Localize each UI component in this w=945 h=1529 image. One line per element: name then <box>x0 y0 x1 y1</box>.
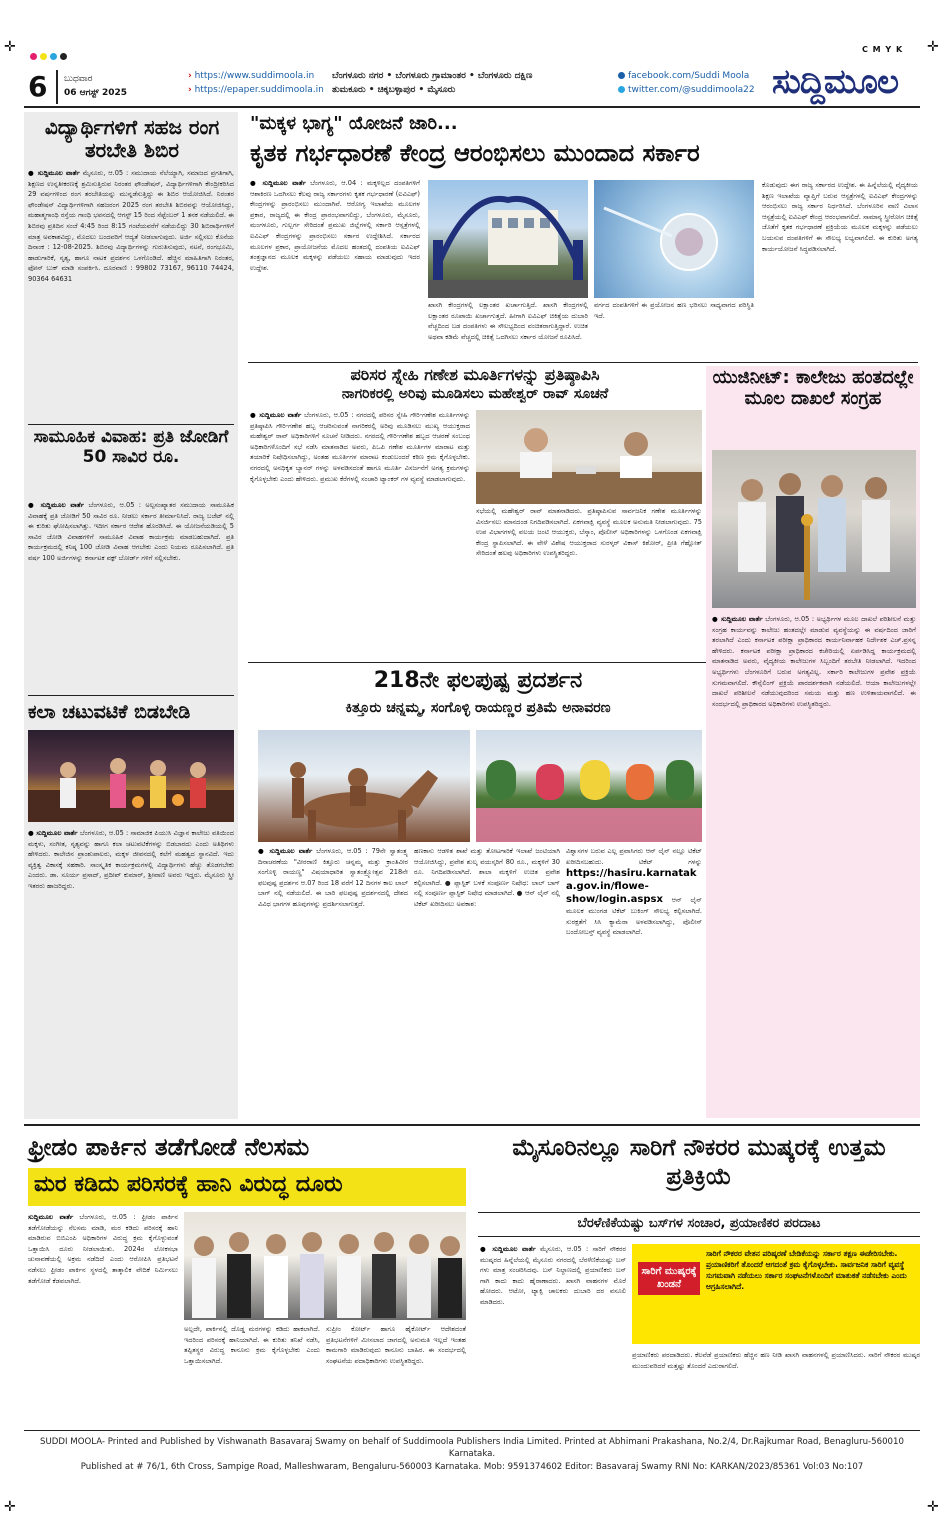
freedom-park-headline2: ಮರ ಕಡಿದು ಪರಿಸರಕ್ಕೆ ಹಾನಿ ವಿರುದ್ಧ ದೂರು <box>34 1172 343 1197</box>
story3-photo <box>28 730 234 822</box>
page-number-box <box>28 70 58 104</box>
flower-show-subhead: ಕಿತ್ತೂರು ಚನ್ನಮ್ಮ, ಸಂಗೊಳ್ಳಿ ರಾಯಣ್ಣರ ಪ್ರತಿಮೆ ಅನಾವರಣ <box>345 700 611 716</box>
story2-headline: ಸಾಮೂಹಿಕ ವಿವಾಹ: ಪ್ರತಿ ಜೋಡಿಗೆ 50 ಸಾವಿರ ರೂ. <box>33 427 229 467</box>
imprint-footer <box>24 1436 920 1473</box>
story1-text: ಸಮುದಾಯ ನೆಲೆಯ್ಯಾಗಿ, ಸಮಾಜದ ಪ್ರಗತಿಗಾಗಿ, ಶಿಕ್ಷಣದ ಉನ್ನತೀಕರಣಕ್ಕೆ ಶ್ರಮಿಸುತ್ತಿರುವ ನಿರಂತರ ಫೌಂಡೇಷನ್, ವಿದ್ಯಾರ್ಥಿಗಳಿಗಾಗಿ ಕೇಂದ್ರೀಕರಿಸಿದ 29 ವರ್ಷಗಳಿಂದ ರಂಗ ತರಬೇತಿಯನ್ನು ಮುನ್ನಡೆಸುತ್ತಿದ್ದು ಈ ಶಿಬಿರ ಆಯೋಜಿಸಿದೆ. ನಿರಂತರ ಫೌಂಡೇಷನ್ ವಿದ್ಯಾರ್ಥಿಗಳಿಗಾಗಿ ಸಹಜರಂಗ 2025 ರಂಗ ತರಬೇತಿ ಶಿಬಿರವನ್ನು ಆಯೋಜಿಸಿದ್ದು, ಮಹಾತ್ಮಗಾಂಧಿ ರಸ್ತೆಯ ಗಾಂಧಿ ಭವನದಲ್ಲಿ ಆಗಸ್ಟ್ 15 ರಿಂದ ಸೆಪ್ಟೆಂಬರ್ 1 ತನಕ ನಡೆಯಲಿದೆ. ಈ ಶಿಬಿರವು ಪ್ರತಿದಿನ ಸಂಜೆ 4:45 ರಿಂದ 8:15 ಗಂಟೆಯವರೆಗೆ ನಡೆಯಲಿದ್ದು 30 ಶಿಬಿರಾರ್ಥಿಗಳಿಗೆ ಮಾತ್ರ ಅವಕಾಶವಿದ್ದು, ಮೊದಲು ಬಂದವರಿಗೆ ಆದ್ಯತೆ ನೀಡಲಾಗುವುದು. ಅರ್ಜಿ ಸಲ್ಲಿಸಲು ಕೊನೆಯ ದಿನಾಂಕ : 12-08-2025. ಶಿಬಿರವು ವಿದ್ಯಾರ್ಥಿಗಳನ್ನು ಗುರುತಿಸುವುದು, ನಟನೆ, ರಂಗಭೂಮಿ, ಹಾಡುಗಾರಿಕೆ, ನೃತ್ಯ, ಹಾಗೂ ನಾಟಕ ಪ್ರದರ್ಶನ ಒಳಗೊಂಡಿದೆ. ಹೆಚ್ಚಿನ ಮಾಹಿತಿಗಾಗಿ ನಿರಂತರ, ಫೋನ್ ಬುಕ್ ಮಾಡಿ ಸಂಪರ್ಕಿಸಿ. ದೂರವಾಣಿ : 99802 73167, 96110 74424, 90364 64631 <box>28 169 234 283</box>
flower-show-headline: 218ನೇ ಫಲಪುಷ್ಪ ಪ್ರದರ್ಶನ <box>373 668 583 693</box>
strike-ad-text: ಸಾರಿಗೆ ನೌಕರರ ವೇತನ ಪರಿಷ್ಕರಣೆ ಬೇಡಿಕೆಯನ್ನು ಸರ್ಕಾರ ತಕ್ಷಣ ಈಡೇರಿಸಬೇಕು. ಪ್ರಯಾಣಿಕರಿಗೆ ತೊಂದರೆ ಆಗದಂತೆ ಕ್ರಮ ಕೈಗೊಳ್ಳಬೇಕು. ಸಾರ್ವಜನಿಕ ಸಾರಿಗೆ ವ್ಯವಸ್ಥೆ ಸುಗಮವಾಗಿ ನಡೆಯಲು ಸರ್ಕಾರ ಸಂಘಟನೆಗಳೊಂದಿಗೆ ಮಾತುಕತೆ ನಡೆಸಬೇಕು ಎಂದು ಆಗ್ರಹಿಸಲಾಗಿದೆ. <box>706 1249 907 1291</box>
imprint-line2: Published at # 76/1, 6th Cross, Sampige Road, Malleshwaram, Bengaluru-560003 Karnataka. Mob: 9591374602 Editor: Basavaraj Swamy RNI No: KARKAN/2023/85361 Vol:03 No:107 <box>80 1461 864 1472</box>
lead-byline: ● ಸುದ್ದಿಮೂಲ ವಾರ್ತೆ <box>250 179 306 187</box>
yuginet-text: ಅಭ್ಯರ್ಥಿಗಳ ಮೂಲ ದಾಖಲೆ ಪರಿಶೀಲನೆ ಮತ್ತು ಸಂಗ್ರಹ ಕಾರ್ಯವನ್ನು ಕಾಲೇಜು ಹಂತದಲ್ಲೇ ಮಾಡುವ ವ್ಯವಸ್ಥೆಯನ್ನು ಈ ವರ್ಷದಿಂದ ಜಾರಿಗೆ ತರಲಾಗಿದೆ ಎಂದು ಕರ್ನಾಟಕ ಪರೀಕ್ಷಾ ಪ್ರಾಧಿಕಾರದ ಕಾರ್ಯನಿರ್ವಾಹಕ ನಿರ್ದೇಶಕ ಎಚ್.ಪ್ರಸನ್ನ ಹೇಳಿದರು. ಕರ್ನಾಟಕ ಪರೀಕ್ಷಾ ಪ್ರಾಧಿಕಾರದ ಕಚೇರಿಯಲ್ಲಿ ಏರ್ಪಡಿಸಿದ್ದ ಕಾರ್ಯಕ್ರಮದಲ್ಲಿ ಮಾತನಾಡಿದ ಅವರು, ವೈದ್ಯಕೀಯ ಕಾಲೇಜುಗಳ ಸಿಬ್ಬಂದಿಗೆ ತರಬೇತಿ ನೀಡಲಾಗಿದೆ. ಇದರಿಂದ ಅಭ್ಯರ್ಥಿಗಳು ಬೆಂಗಳೂರಿಗೆ ಬರುವ ಅಗತ್ಯವಿಲ್ಲ. ಸರ್ಕಾರಿ ಕಾಲೇಜುಗಳ ಪ್ರವೇಶ ಪ್ರಕ್ರಿಯೆ ಸುಗಮವಾಗಲಿದೆ. ಕೌನ್ಸೆಲಿಂಗ್ ಪ್ರಕ್ರಿಯೆ ಪಾರದರ್ಶಕವಾಗಿ ನಡೆಯಲಿದೆ. ಆಯಾ ಕಾಲೇಜುಗಳಲ್ಲೇ ದಾಖಲೆ ಪರಿಶೀಲನೆ ನಡೆಯುವುದರಿಂದ ಸಮಯ ಮತ್ತು ಹಣ ಉಳಿತಾಯವಾಗಲಿದೆ. ಈ ಸಂದರ್ಭದಲ್ಲಿ ಪ್ರಾಧಿಕಾರದ ಅಧಿಕಾರಿಗಳು ಉಪಸ್ಥಿತರಿದ್ದರು. <box>712 615 916 708</box>
editions <box>332 70 532 97</box>
freedom-place: ಬೆಂಗಳೂರು, ಆ.05 : <box>79 1213 136 1221</box>
story1-byline: ● ಸುದ್ದಿಮೂಲ ವಾರ್ತೆ <box>28 169 80 177</box>
strike-ad-box <box>632 1244 920 1344</box>
ticket-url-link[interactable]: https://hasiru.karnataka.gov.in/flowe-show/login.aspsx <box>566 868 697 906</box>
ganesha-byline: ● ಸುದ್ದಿಮೂಲ ವಾರ್ತೆ <box>250 411 302 419</box>
divider <box>248 362 918 363</box>
freedom-body-mid: ಅಲ್ಲದೇ, ಪಾರ್ಕಿನಲ್ಲಿ ದೊಡ್ಡ ಮರಗಳನ್ನು ಕಡಿದು ಹಾಕಲಾಗಿದೆ. ಇದರಿಂದ ಪರಿಸರಕ್ಕೆ ಹಾನಿಯಾಗಿದೆ. ಈ ಕುರಿತು ತನಿಖೆ ನಡೆಸಿ, ತಪ್ಪಿತಸ್ಥರ ವಿರುದ್ಧ ಕಾನೂನು ಕ್ರಮ ಕೈಗೊಳ್ಳಬೇಕು ಎಂದು ಒತ್ತಾಯಿಸಲಾಗಿದೆ. <box>184 1325 320 1365</box>
imprint-line1: SUDDI MOOLA- Printed and Published by Vishwanath Basavaraj Swamy on behalf of Suddimoola Publishers India Limited. Printed at Abhimani Prakashana, No.2/4, Dr.Rajkumar Road, Benagluru-560010 Karnataka. <box>40 1437 904 1460</box>
color-dots-icon <box>30 45 70 64</box>
strike-byline: ● ಸುದ್ದಿಮೂಲ ವಾರ್ತೆ <box>480 1245 536 1253</box>
flower-garden-illustration <box>476 730 702 842</box>
registration-mark-icon: ✛ <box>4 1499 16 1515</box>
date-block <box>64 73 127 100</box>
ivf-needle-illustration <box>594 180 754 298</box>
lead-kicker: "ಮಕ್ಕಳ ಭಾಗ್ಯ" ಯೋಜನೆ ಜಾರಿ... <box>250 113 458 134</box>
freedom-body-right: ಸುಪ್ರೀಂ ಕೋರ್ಟ್ ಹಾಗೂ ಹೈಕೋರ್ಟ್ ಆದೇಶದಂತೆ ಪ್ರತಿಭಟನೆಗಳಿಗೆ ಮೀಸಲಾದ ಜಾಗದಲ್ಲಿ ಅನುಮತಿ ಇಲ್ಲದೆ ಇಂತಹ ಕಾಮಗಾರಿ ಮಾಡಿರುವುದು ಕಾನೂನು ಬಾಹಿರ. ಈ ಸಂದರ್ಭದಲ್ಲಿ ಸಂಘಟನೆಯ ಪದಾಧಿಕಾರಿಗಳು ಉಪಸ್ಥಿತರಿದ್ದರು. <box>326 1325 466 1365</box>
horse-statue-illustration <box>258 730 470 842</box>
masthead-rule <box>24 106 920 108</box>
registration-mark-icon: ✛ <box>927 1499 939 1515</box>
yuginet-byline: ● ಸುದ್ದಿಮೂಲ ವಾರ್ತೆ <box>712 615 763 623</box>
page-number: 6 <box>28 70 48 103</box>
story2-text: ಅಲ್ಪಸಂಖ್ಯಾತರ ಸಮುದಾಯ ಸಾಮೂಹಿಕ ವಿವಾಹಕ್ಕೆ ಪ್ರತಿ ಜೋಡಿಗೆ 50 ಸಾವಿರ ರೂ. ನೀಡಲು ಸರ್ಕಾರ ತೀರ್ಮಾನಿಸಿದೆ. ರಾಜ್ಯ ಬಜೆಟ್ ನಲ್ಲಿ ಈ ಕುರಿತು ಘೋಷಿಸಲಾಗಿತ್ತು. ಇದೀಗ ಸರ್ಕಾರ ಆದೇಶ ಹೊರಡಿಸಿದೆ. ಈ ಯೋಜನೆಯಡಿಯಲ್ಲಿ 5 ಸಾವಿರ ಜೋಡಿ ವಿವಾಹಗಳಿಗೆ ಸಾಮೂಹಿಕ ವಿವಾಹ ಕಾರ್ಯಕ್ರಮ ಮಾಡಬಹುದಾಗಿದೆ. ಪ್ರತಿ ಕಾರ್ಯಕ್ರಮದಲ್ಲಿ ಕನಿಷ್ಠ 100 ಜೋಡಿ ವಿವಾಹ ಆಗಬೇಕು ಎಂದು ನಿಯಮ ರೂಪಿಸಲಾಗಿದೆ. ಪ್ರತಿ ವರ್ಷ 100 ಅರ್ಜಿಗಳನ್ನು ಕರ್ನಾಟಕ ವಕ್ಫ್ ಬೋರ್ಡ್ ಗಳಿಗೆ ಸಲ್ಲಿಸಬೇಕು. <box>28 501 234 562</box>
freedom-park-photo <box>184 1212 466 1320</box>
lead-text-left: ಮಕ್ಕಳಿಲ್ಲದ ದಂಪತಿಗಳಿಗೆ ಆಶಾಕಿರಣ ಒದಗಿಸಲು ಕೆಲವು ರಾಜ್ಯ ಸರ್ಕಾರಗಳು ಕೃತಕ ಗರ್ಭಧಾರಣೆ (ಐವಿಎಫ್) ಕೇಂದ್ರಗಳನ್ನು ಪ್ರಾರಂಭಿಸಲು ಮುಂದಾಗಿವೆ. ಆರೋಗ್ಯ ಇಲಾಖೆಯ ಮೂಲಗಳ ಪ್ರಕಾರ, ರಾಜ್ಯದಲ್ಲಿ ಈ ಕೇಂದ್ರ ಪ್ರಾರಂಭವಾಗಲಿದ್ದು, ಬೆಂಗಳೂರು, ಮೈಸೂರು, ಮಂಗಳೂರು, ಗುಲ್ಬರ್ಗ ಸೇರಿದಂತೆ ಪ್ರಮುಖ ಜಿಲ್ಲೆಗಳಲ್ಲಿ ಸರ್ಕಾರಿ ಆಸ್ಪತ್ರೆಗಳಲ್ಲಿ ಐವಿಎಫ್ ಕೇಂದ್ರಗಳನ್ನು ಪ್ರಾರಂಭಿಸಲು ಸರ್ಕಾರ ಉದ್ದೇಶಿಸಿದೆ. ಸರ್ಕಾರದ ಮೂಲಗಳ ಪ್ರಕಾರ, ಪ್ರಾಯೋಜನೆಯ ಮೊದಲ ಹಂತದಲ್ಲಿ ದಂಪತಿಯ ಐವಿಎಫ್ ತಂತ್ರಜ್ಞಾನದ ಮೂಲಕ ಮಕ್ಕಳನ್ನು ಪಡೆಯಲು ಸಹಾಯ ಮಾಡುವುದು ಇದರ ಉದ್ದೇಶ. <box>250 179 420 272</box>
strike-body-right: ಪ್ರಯಾಣಿಕರು ಪರದಾಡಿದರು. ಕೆಲವೆಡೆ ಪ್ರಯಾಣಿಕರು ಹೆಚ್ಚಿನ ಹಣ ನೀಡಿ ಖಾಸಗಿ ವಾಹನಗಳಲ್ಲಿ ಪ್ರಯಾಣಿಸಿದರು. ಸಾರಿಗೆ ನೌಕರರ ಮುಷ್ಕರ ಮುಂದುವರಿದರೆ ಮತ್ತಷ್ಟು ತೊಂದರೆ ಎದುರಾಗಲಿದೆ. <box>632 1351 920 1370</box>
story3-place: ಬೆಂಗಳೂರು, ಆ.05 : <box>79 829 129 837</box>
garden-photo <box>476 730 702 842</box>
divider <box>28 424 234 425</box>
facebook-link[interactable]: facebook.com/Suddi Moola <box>628 71 750 81</box>
lamp-lighting-illustration <box>712 450 916 608</box>
meeting-illustration <box>476 410 702 504</box>
strike-headline: ಮೈಸೂರಿನಲ್ಲೂ ಸಾರಿಗೆ ನೌಕರರ ಮುಷ್ಕರಕ್ಕೆ ಉತ್ತಮ ಪ್ರತಿಕ್ರಿಯೆ <box>512 1135 886 1190</box>
day: ಬುಧವಾರ <box>64 74 93 84</box>
story3-byline: ● ಸುದ್ದಿಮೂಲ ವಾರ್ತೆ <box>28 829 78 837</box>
twitter-icon <box>618 86 625 93</box>
statue-photo <box>258 730 470 842</box>
twitter-link[interactable]: twitter.com/@suddimoola22 <box>628 84 755 95</box>
editions-line1: ಬೆಂಗಳೂರು ನಗರ • ಬೆಂಗಳೂರು ಗ್ರಾಮಾಂತರ • ಬೆಂಗಳೂರು ದಕ್ಷಿಣ <box>332 71 533 81</box>
lead-headline: ಕೃತಕ ಗರ್ಭಧಾರಣೆ ಕೇಂದ್ರ ಆರಂಭಿಸಲು ಮುಂದಾದ ಸರ್ಕಾರ <box>250 139 700 167</box>
brand-logo: ಸುದ್ದಿಮೂಲ <box>772 62 898 102</box>
cmyk-label: C M Y K <box>862 45 904 54</box>
hospital-photo <box>428 180 588 298</box>
footer-rule <box>24 1430 920 1431</box>
story2-body <box>28 500 234 690</box>
ganesha-text-left: ನಗರದಲ್ಲಿ ಪರಿಸರ ಸ್ನೇಹಿ ಗೌರಿ-ಗಣೇಶ ಮೂರ್ತಿಗಳನ್ನು ಪ್ರತಿಷ್ಠಾಪಿಸಿ ಗೌರಿ-ಗಣೇಶ ಹಬ್ಬ ಆಚರಿಸುವಂತೆ ನಾಗರಿಕರಲ್ಲಿ ಅರಿವು ಮೂಡಿಸಲು ಮುಖ್ಯ ಆಯುಕ್ತರಾದ ಮಹೇಶ್ವರ್ ರಾವ್ ಅಧಿಕಾರಿಗಳಿಗೆ ಸೂಚನೆ ನೀಡಿದರು. ನಗರದಲ್ಲಿ ಗೌರಿ-ಗಣೇಶ ಹಬ್ಬದ ಆಚರಣೆ ಸಂಬಂಧ ಅಧಿಕಾರಿಗಳೊಂದಿಗೆ ಸಭೆ ನಡೆಸಿ ಮಾತನಾಡಿದ ಅವರು, ಪಿಒಪಿ ಗಣೇಶ ಮೂರ್ತಿಗಳ ಮಾರಾಟ ಮತ್ತು ತಯಾರಿಕೆ ನಿಷೇಧಿಸಲಾಗಿದ್ದು, ಅಂತಹ ಮೂರ್ತಿಗಳ ಮಾರಾಟ ಕಂಡುಬಂದರೆ ಕಠಿಣ ಕ್ರಮ ಕೈಗೊಳ್ಳಬೇಕು. ನಗರದಲ್ಲಿ ಅನಧಿಕೃತ ಬ್ಯಾನರ್ ಗಳನ್ನು ಅಳವಡಿಸದಂತೆ ಹಾಗೂ ಮೂರ್ತಿ ವಿಸರ್ಜನೆಗೆ ಅಗತ್ಯ ಕ್ರಮಗಳನ್ನು ಕೈಗೊಳ್ಳಬೇಕು ಎಂದು ಹೇಳಿದರು. ಪ್ರಮುಖ ಕೆರೆಗಳಲ್ಲಿ ಸಂಚಾರಿ ಟ್ಯಾಂಕರ್ ಗಳ ವ್ಯವಸ್ಥೆ ಮಾಡಲಾಗುವುದು. <box>250 411 470 483</box>
story3-text: ಸಾಮಾಜಿಕ ಪಿಯುಸಿ ವಿಜ್ಞಾನ ಕಾಲೇಜು ವತಿಯಿಂದ ಮಕ್ಕಳು, ಸಂಗೀತ, ನೃತ್ಯವನ್ನು ಹಾಗೂ ಕಲಾ ಚಟುವಟಿಕೆಗಳನ್ನು ಬಿಡಬಾರದು ಎಂದು ಅತಿಥಿಗಳು ಹೇಳಿದರು. ಕಾಲೇಜಿನ ಪ್ರಾಂಶುಪಾಲರು, ಮಕ್ಕಳ ಜೀವನದಲ್ಲಿ ಕಲೆಗೆ ಮಹತ್ವದ ಸ್ಥಾನವಿದೆ. ಇದು ವ್ಯಕ್ತಿತ್ವ ವಿಕಾಸಕ್ಕೆ ಸಹಕಾರಿ. ಸಾಂಸ್ಕೃತಿಕ ಕಾರ್ಯಕ್ರಮಗಳಲ್ಲಿ ವಿದ್ಯಾರ್ಥಿಗಳು ಹೆಚ್ಚು ತೊಡಗಬೇಕು ಎಂದರು. ಡಾ. ಸೂರ್ಯ ಪ್ರಸಾದ್, ಪ್ರದೀಪ್ ಕುಮಾರ್, ಶ್ರೀವಾಣಿ ಅವರು ಇದ್ದರು. ಮೈಸೂರು ಸ್ತ್ರೀ ಇತರರು ಹಾಜರಿದ್ದರು. <box>28 829 234 890</box>
lead-caption1: ಖಾಸಗಿ ಕೇಂದ್ರಗಳಲ್ಲಿ ಲಕ್ಷಾಂತರ ಖರ್ಚಾಗುತ್ತಿದೆ. ಖಾಸಗಿ ಕೇಂದ್ರಗಳಲ್ಲಿ ಲಕ್ಷಾಂತರ ರೂಪಾಯಿ ಖರ್ಚಾಗುತ್ತದೆ. ಹೀಗಾಗಿ ಐವಿಎಫ್ ಚಿಕಿತ್ಸೆಯ ದುಬಾರಿ ವೆಚ್ಚದಿಂದ ಬಡ ದಂಪತಿಗಳು ಈ ಸೌಲಭ್ಯದಿಂದ ವಂಚಿತರಾಗುತ್ತಿದ್ದಾರೆ. ಉಚಿತ ಅಥವಾ ಕಡಿಮೆ ವೆಚ್ಚದಲ್ಲಿ ಚಿಕಿತ್ಸೆ ಒದಗಿಸಲು ಸರ್ಕಾರ ಯೋಜನೆ ರೂಪಿಸಿದೆ. <box>428 301 588 341</box>
yuginet-place: ಬೆಂಗಳೂರು, ಆ.05 : <box>765 615 815 623</box>
strike-place: ಮೈಸೂರು, ಆ.05 : <box>540 1245 589 1253</box>
story2-place: ಬೆಂಗಳೂರು, ಆ.05 : <box>88 501 141 509</box>
registration-mark-icon: ✛ <box>4 39 16 55</box>
registration-mark-icon: ✛ <box>927 39 939 55</box>
ivf-photo <box>594 180 754 298</box>
flower-body-c3: ವಿಶ್ವಾಸಗಳ ಬರುವ ಎಲ್ಲ ಪ್ರವಾಸಿಗರು ಆನ್ ಲೈನ್ ನಲ್ಲೂ ಟಿಕೆಟ್ ಖರೀದಿಸಬಹುದು. ಟಿಕೆಟ್ ಗಳನ್ನು https://hasiru.karnataka.gov.in/flowe-show/login.aspsx ಆನ್ ಲೈನ್ ಮೂಲಕ ಮುಂಗಡ ಟಿಕೆಟ್ ಬುಕಿಂಗ್ ಸೌಲಭ್ಯ ಕಲ್ಪಿಸಲಾಗಿದೆ. ಸುರಕ್ಷತೆಗೆ ಸಿಸಿ ಕ್ಯಾಮೆರಾ ಅಳವಡಿಸಲಾಗಿದ್ದು, ಪೊಲೀಸ್ ಬಂದೋಬಸ್ತ್ ವ್ಯವಸ್ಥೆ ಮಾಡಲಾಗಿದೆ. <box>566 847 702 937</box>
meeting-photo <box>476 410 702 504</box>
story1-body <box>28 168 234 420</box>
strike-body-left: ● ಸುದ್ದಿಮೂಲ ವಾರ್ತೆ ಮೈಸೂರು, ಆ.05 : ಸಾರಿಗೆ ನೌಕರರ ಮುಷ್ಕರದ ಹಿನ್ನೆಲೆಯಲ್ಲಿ ಮೈಸೂರು ನಗರದಲ್ಲಿ ಬೆರಳೆಣಿಕೆಯಷ್ಟು ಬಸ್ ಗಳು ಮಾತ್ರ ಸಂಚರಿಸಿದವು. ಬಸ್ ನಿಲ್ದಾಣದಲ್ಲಿ ಪ್ರಯಾಣಿಕರು ಬಸ್ ಗಾಗಿ ಕಾದು ಕಾದು ಹೈರಾಣಾದರು. ಖಾಸಗಿ ವಾಹನಗಳ ಮೊರೆ ಹೋದರು. ಆಟೋ, ಟ್ಯಾಕ್ಸಿ ಚಾಲಕರು ದುಬಾರಿ ದರ ವಸೂಲಿ ಮಾಡಿದರು. <box>480 1245 626 1306</box>
ganesha-body-left <box>250 410 470 658</box>
divider <box>28 695 234 696</box>
web-url-link[interactable]: https://www.suddimoola.in <box>194 71 315 81</box>
ganesha-place: ಬೆಂಗಳೂರು, ಆ.05 : <box>304 411 354 419</box>
yuginet-headline: ಯುಜಿನೀಟ್: ಕಾಲೇಜು ಹಂತದಲ್ಲೇ ಮೂಲ ದಾಖಲೆ ಸಂಗ್ರಹ <box>712 367 914 409</box>
divider <box>478 1236 920 1237</box>
ganesha-body-right: ಸಭೆಯಲ್ಲಿ ಮಹೇಶ್ವರ್ ರಾವ್ ಮಾತನಾಡಿದರು. ಪ್ರತಿಷ್ಠಾಪಿಸುವ ಸಾರ್ವಜನಿಕ ಗಣೇಶ ಮೂರ್ತಿಗಳನ್ನು ವಿಸರ್ಜಿಸಲು ಮಾನದಂಡ ನಿಗದಿಪಡಿಸಲಾಗಿದೆ. ಏಕಗವಾಕ್ಷಿ ವ್ಯವಸ್ಥೆ ಮೂಲಕ ಅನುಮತಿ ನೀಡಲಾಗುವುದು. 75 ಉಪ ವಿಭಾಗಗಳಲ್ಲಿ ವಲಯ ಜಂಟಿ ಆಯುಕ್ತರು, ಬೆಸ್ಕಾಂ, ಪೊಲೀಸ್ ಅಧಿಕಾರಿಗಳನ್ನು ಒಳಗೊಂಡ ಏಕಗವಾಕ್ಷಿ ಕೇಂದ್ರ ಸ್ಥಾಪಿಸಲಾಗಿದೆ. ಈ ವೇಳೆ ವಿಶೇಷ ಆಯುಕ್ತರಾದ ಸುರಳ್ಕರ್ ವಿಕಾಸ್ ಕಿಶೋರ್, ಪ್ರೀತಿ ಗೆಹ್ಲೋತ್ ಸೇರಿದಂತೆ ಹಲವು ಅಧಿಕಾರಿಗಳು ಉಪಸ್ಥಿತರಿದ್ದರು. <box>476 507 702 558</box>
freedom-body-left: ಸುದ್ದಿಮೂಲ ವಾರ್ತೆ ಬೆಂಗಳೂರು, ಆ.05 : ಫ್ರೀಡಂ ಪಾರ್ಕಿನ ತಡೆಗೋಡೆಯನ್ನು ನೆಲಸಮ ಮಾಡಿ, ಮರ ಕಡಿದು ಪರಿಸರಕ್ಕೆ ಹಾನಿ ಮಾಡಿರುವ ಬಿಬಿಎಂಪಿ ಅಧಿಕಾರಿಗಳ ವಿರುದ್ಧ ಕ್ರಮ ಕೈಗೊಳ್ಳುವಂತೆ ಒತ್ತಾಯಿಸಿ ದೂರು ನೀಡಲಾಯಿತು. 2024ರ ಲೋಕಸಭಾ ಚುನಾವಣೆಯಲ್ಲಿ ಅಕ್ರಮ ನಡೆದಿದೆ ಎಂದು ಆರೋಪಿಸಿ ಪ್ರತಿಭಟನೆ ನಡೆಸಲು ಫ್ರೀಡಂ ಪಾರ್ಕಿನ ಸ್ಥಳದಲ್ಲಿ ತಾತ್ಕಾಲಿಕ ವೇದಿಕೆ ನಿರ್ಮಿಸಲು ತಡೆಗೋಡೆ ಕೆಡವಲಾಗಿದೆ. <box>28 1213 178 1285</box>
epaper-url-link[interactable]: https://epaper.suddimoola.in <box>194 84 324 95</box>
group-photo-illustration <box>184 1212 466 1320</box>
lead-place: ಬೆಂಗಳೂರು, ಆ.04 : <box>310 179 363 187</box>
ganesha-headline-line1: ಪರಿಸರ ಸ್ನೇಹಿ ಗಣೇಶ ಮೂರ್ತಿಗಳನ್ನು ಪ್ರತಿಷ್ಠಾಪಿಸಿ <box>350 365 600 384</box>
story3-headline: ಕಲಾ ಚಟುವಟಿಕೆ ಬಿಡಬೇಡಿ <box>28 701 191 723</box>
date: 06 ಆಗಸ್ಟ್ 2025 <box>64 87 127 98</box>
story1-headline: ವಿದ್ಯಾರ್ಥಿಗಳಿಗೆ ಸಹಜ ರಂಗ ತರಬೇತಿ ಶಿಬಿರ <box>44 115 220 162</box>
story1-place: ಮೈಸೂರು, ಆ.05 : <box>82 169 129 177</box>
flower-place: ಬೆಂಗಳೂರು, ಆ.05 : <box>316 847 368 855</box>
hospital-gate-illustration <box>428 180 588 298</box>
facebook-icon <box>618 72 625 79</box>
flower-body-c1: ● ಸುದ್ದಿಮೂಲ ವಾರ್ತೆ ಬೆಂಗಳೂರು, ಆ.05 : 79ನೇ ಸ್ವಾತಂತ್ರ್ಯ ದಿನಾಚರಣೆಯ "ವೀರರಾಣಿ ಕಿತ್ತೂರು ಚನ್ನಮ್ಮ ಮತ್ತು ಕ್ರಾಂತಿವೀರ ಸಂಗೊಳ್ಳಿ ರಾಯಣ್ಣ" ವಿಷಯಾಧಾರಿತ ಸ್ವಾತಂತ್ರ್ಯೋತ್ಸವ 218ನೇ ಫಲಪುಷ್ಪ ಪ್ರದರ್ಶನ ಆ.07 ರಿಂದ 18 ವರೆಗೆ 12 ದಿನಗಳ ಕಾಲ ಲಾಲ್ ಬಾಗ್ ನಲ್ಲಿ ನಡೆಯಲಿದೆ. ಈ ಬಾರಿ ಫಲಪುಷ್ಪ ಪ್ರದರ್ಶನದಲ್ಲಿ ದೇಶದ ವಿವಿಧ ಭಾಗಗಳ ಹೂವುಗಳನ್ನು ಪ್ರದರ್ಶಿಸಲಾಗುತ್ತದೆ. <box>258 847 408 908</box>
lead-body-right: ಕೊಡುವುದು ಈಗ ರಾಜ್ಯ ಸರ್ಕಾರದ ಉದ್ದೇಶ. ಈ ಹಿನ್ನೆಲೆಯಲ್ಲಿ ವೈದ್ಯಕೀಯ ಶಿಕ್ಷಣ ಇಲಾಖೆಯ ವ್ಯಾಪ್ತಿಗೆ ಬರುವ ಆಸ್ಪತ್ರೆಗಳಲ್ಲಿ ಐವಿಎಫ್ ಕೇಂದ್ರಗಳನ್ನು ಆರಂಭಿಸಲು ರಾಜ್ಯ ಸರ್ಕಾರ ನಿರ್ಧರಿಸಿದೆ. ಬೆಂಗಳೂರಿನ ವಾಣಿ ವಿಲಾಸ ಆಸ್ಪತ್ರೆಯಲ್ಲಿ ಐವಿಎಫ್ ಕೇಂದ್ರ ಆರಂಭವಾಗಲಿದೆ. ಸಾಮಾನ್ಯ ಸ್ತ್ರೀರೋಗ ಚಿಕಿತ್ಸೆ ಜೊತೆಗೆ ಕೃತಕ ಗರ್ಭಧಾರಣೆ ಪ್ರಕ್ರಿಯೆಯ ಮೂಲಕ ಮಕ್ಕಳನ್ನು ಪಡೆಯಲು ಬಯಸುವ ದಂಪತಿಗಳಿಗೆ ಈ ಸೌಲಭ್ಯ ಲಭ್ಯವಾಗಲಿದೆ. ಈ ಕುರಿತು ಅಗತ್ಯ ಕಾರ್ಯಯೋಜನೆ ಸಿದ್ಧಪಡಿಸಲಾಗಿದೆ. <box>762 181 918 253</box>
divider <box>248 662 706 663</box>
story3-body <box>28 828 234 1116</box>
divider <box>24 1124 920 1126</box>
dance-stage-illustration <box>28 730 234 822</box>
flower-byline: ● ಸುದ್ದಿಮೂಲ ವಾರ್ತೆ <box>258 847 313 855</box>
divider <box>478 1212 920 1213</box>
freedom-park-headline1: ಫ್ರೀಡಂ ಪಾರ್ಕಿನ ತಡೆಗೋಡೆ ನೆಲಸಮ <box>28 1133 310 1161</box>
web-links: › https://www.suddimoola.in › https://epaper.suddimoola.in <box>188 71 324 95</box>
lead-caption2: ವರ್ಗದ ದಂಪತಿಗಳಿಗೆ ಈ ಪ್ರಯೋಜನ ಹಣ ಭರಿಸಲು ಸಾಧ್ಯವಾಗದ ಪರಿಸ್ಥಿತಿ ಇದೆ. <box>594 301 754 320</box>
social-links <box>618 70 755 97</box>
editions-line2: ತುಮಕೂರು • ಚಿಕ್ಕಬಳ್ಳಾಪುರ • ಮೈಸೂರು <box>332 84 456 95</box>
ganesha-headline-line2: ನಾಗರಿಕರಲ್ಲಿ ಅರಿವು ಮೂಡಿಸಲು ಮಹೇಶ್ವರ್ ರಾವ್ ಸೂಚನೆ <box>341 386 609 402</box>
yuginet-body <box>712 614 916 1114</box>
strike-subhead: ಬೆರಳೆಣಿಕೆಯಷ್ಟು ಬಸ್‌ಗಳ ಸಂಚಾರ, ಪ್ರಯಾಣಿಕರ ಪರದಾಟ <box>577 1216 821 1231</box>
freedom-byline: ಸುದ್ದಿಮೂಲ ವಾರ್ತೆ <box>28 1213 74 1221</box>
flower-body-c2: ಹಣಕಾಸು ಆಡಳಿತ ಶಾಖೆ ಮತ್ತು ತೋಟಗಾರಿಕೆ ಇಲಾಖೆ ಜಂಟಿಯಾಗಿ ಆಯೋಜಿಸಿದ್ದು, ಪ್ರವೇಶ ಶುಲ್ಕ ವಯಸ್ಕರಿಗೆ 80 ರೂ., ಮಕ್ಕಳಿಗೆ 30 ರೂ. ನಿಗದಿಪಡಿಸಲಾಗಿದೆ. ಶಾಲಾ ಮಕ್ಕಳಿಗೆ ಉಚಿತ ಪ್ರವೇಶ ಕಲ್ಪಿಸಲಾಗಿದೆ. ● ಪ್ಲಾಸ್ಟಿಕ್ ಬಳಕೆ ಸಂಪೂರ್ಣ ನಿಷೇಧ: ಲಾಲ್ ಬಾಗ್ ನಲ್ಲಿ ಸಂಪೂರ್ಣ ಪ್ಲಾಸ್ಟಿಕ್ ನಿಷೇಧ ಮಾಡಲಾಗಿದೆ. ● ಆನ್ ಲೈನ್ ನಲ್ಲಿ ಟಿಕೆಟ್ ಖರೀದಿಸಲು ಅವಕಾಶ: <box>414 847 560 908</box>
story2-byline: ● ಸುದ್ದಿಮೂಲ ವಾರ್ತೆ <box>28 501 85 509</box>
strike-ad-label: ಸಾರಿಗೆ ಮುಷ್ಕರಕ್ಕೆ ಖಂಡನೆ <box>638 1262 700 1295</box>
yuginet-photo <box>712 450 916 608</box>
lead-body-left <box>250 178 420 358</box>
